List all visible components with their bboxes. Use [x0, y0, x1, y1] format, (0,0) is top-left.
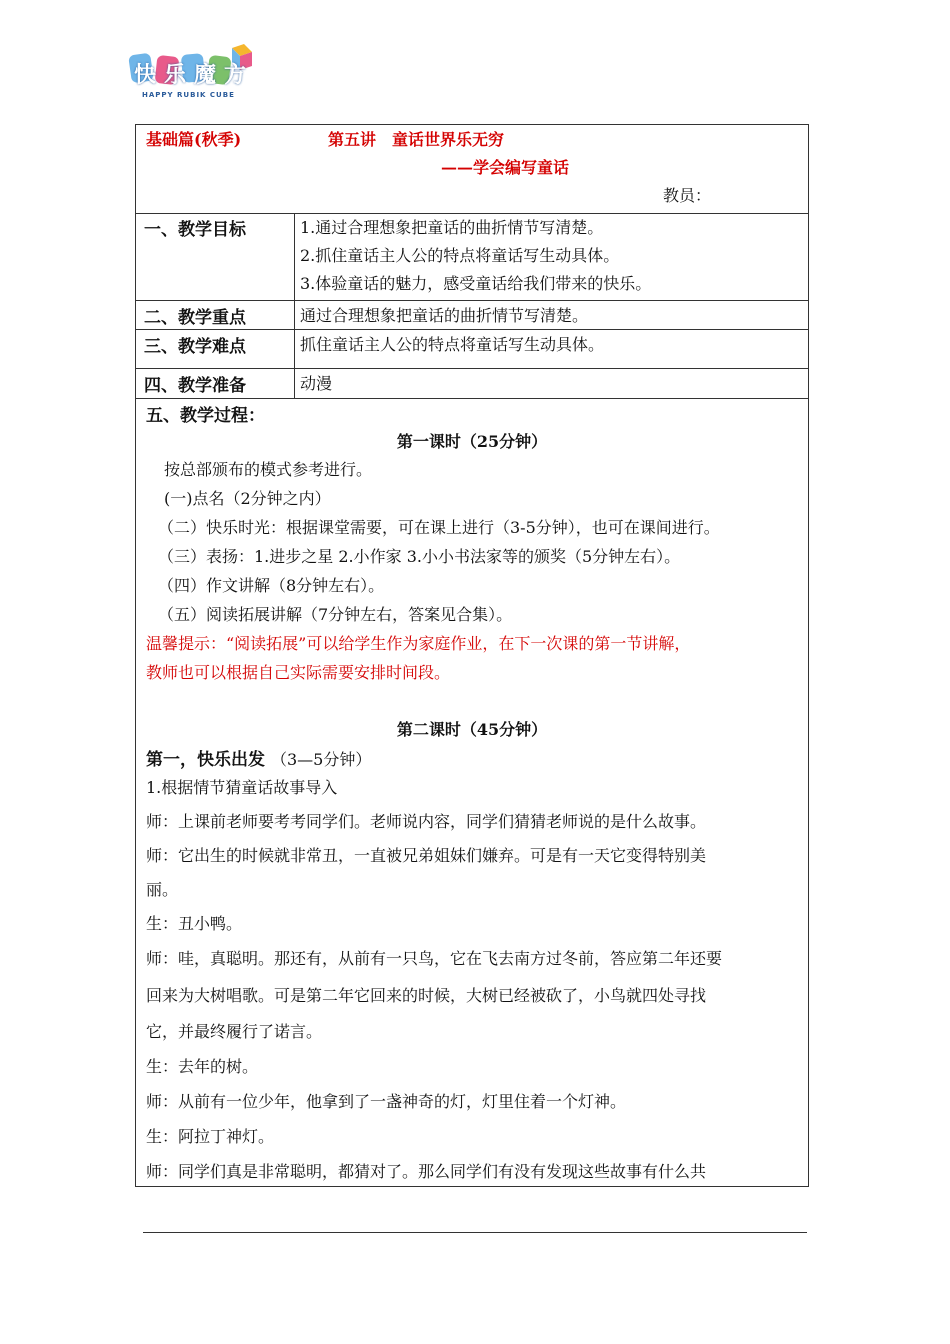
lesson1-line: （三）表扬：1.进步之星 2.小作家 3.小小书法家等的颁奖（5分钟左右）。: [158, 547, 681, 566]
logo-text: 快乐魔方: [134, 63, 255, 88]
preparation-row: [136, 369, 808, 399]
goals-label: 一、教学目标: [144, 220, 246, 240]
key-point-value: 通过合理想象把童话的曲折情节写清楚。: [300, 306, 589, 325]
footer-divider: [143, 1232, 807, 1233]
lesson1-line: （四）作文讲解（8分钟左右）。: [158, 576, 385, 595]
lesson2-line: 回来为大树唱歌。可是第二年它回来的时候，大树已经被砍了，小鸟就四处寻找: [146, 986, 707, 1005]
difficulty-label-cell: [136, 330, 295, 368]
part1-title: 第一，快乐出发: [146, 750, 265, 770]
process-label: 五、教学过程：: [146, 406, 265, 426]
lesson-title: 第五讲 童话世界乐无穷: [328, 130, 505, 149]
lesson2-line: 师：上课前老师要考考同学们。老师说内容，同学们猜猜老师说的是什么故事。: [146, 812, 707, 831]
lesson1-title: 第一课时（25分钟）: [396, 432, 548, 451]
lesson1-line: （五）阅读拓展讲解（7分钟左右，答案见合集）。: [158, 605, 513, 624]
preparation-label-cell: [136, 369, 295, 398]
difficulty-row: [136, 330, 808, 369]
goal-item: 3.体验童话的魅力，感受童话给我们带来的快乐。: [300, 274, 652, 293]
lesson2-line: 师：哇，真聪明。那还有，从前有一只鸟，它在飞去南方过冬前，答应第二年还要: [146, 949, 723, 968]
difficulty-label: 三、教学难点: [144, 337, 246, 357]
lesson1-line: （二）快乐时光：根据课堂需要，可在课上进行（3-5分钟），也可在课间进行。: [158, 518, 720, 537]
lesson1-line: 按总部颁布的模式参考进行。: [164, 460, 373, 479]
preparation-label: 四、教学准备: [144, 376, 246, 396]
table-header: [136, 125, 808, 214]
goals-label-cell: [136, 213, 295, 300]
difficulty-value: 抓住童话主人公的特点将童话写生动具体。: [300, 335, 605, 354]
lesson2-line: 丽。: [146, 880, 179, 899]
logo-subtitle: HAPPY RUBIK CUBE: [142, 91, 235, 99]
logo: [128, 44, 258, 104]
lesson2-line: 生：阿拉丁神灯。: [146, 1127, 275, 1146]
lesson1-line: (一)点名（2分钟之内）: [164, 489, 331, 508]
lesson2-line: 师：从前有一位少年，他拿到了一盏神奇的灯，灯里住着一个灯神。: [146, 1092, 627, 1111]
key-point-label: 二、教学重点: [144, 308, 246, 328]
goals-row: [136, 213, 808, 301]
part1-heading: [146, 745, 371, 770]
lesson2-line: 1.根据情节猜童话故事导入: [146, 778, 338, 797]
goal-item: 1.通过合理想象把童话的曲折情节写清楚。: [300, 218, 604, 237]
lesson2-line: 生：去年的树。: [146, 1057, 259, 1076]
tip-line: 教师也可以根据自己实际需要安排时间段。: [146, 663, 451, 682]
part1-time: （3—5分钟）: [271, 750, 372, 769]
preparation-value: 动漫: [300, 374, 333, 393]
lesson2-title: 第二课时（45分钟）: [396, 720, 548, 739]
key-point-row: [136, 301, 808, 330]
lesson2-line: 师：它出生的时候就非常丑，一直被兄弟姐妹们嫌弃。可是有一天它变得特别美: [146, 846, 707, 865]
lesson2-line: 生：丑小鸭。: [146, 914, 243, 933]
goal-item: 2.抓住童话主人公的特点将童话写生动具体。: [300, 246, 620, 265]
key-point-label-cell: [136, 301, 295, 329]
lesson-subtitle: ——学会编写童话: [441, 158, 570, 177]
lesson2-line: 师：同学们真是非常聪明，都猜对了。那么同学们有没有发现这些故事有什么共: [146, 1162, 707, 1181]
lesson2-line: 它，并最终履行了诺言。: [146, 1022, 323, 1041]
tip-line: 温馨提示：“阅读拓展”可以给学生作为家庭作业，在下一次课的第一节讲解，: [146, 634, 691, 653]
course-label: 基础篇(秋季): [146, 130, 242, 149]
teacher-label: 教员：: [663, 186, 712, 205]
lesson-plan-table: [135, 124, 809, 1187]
